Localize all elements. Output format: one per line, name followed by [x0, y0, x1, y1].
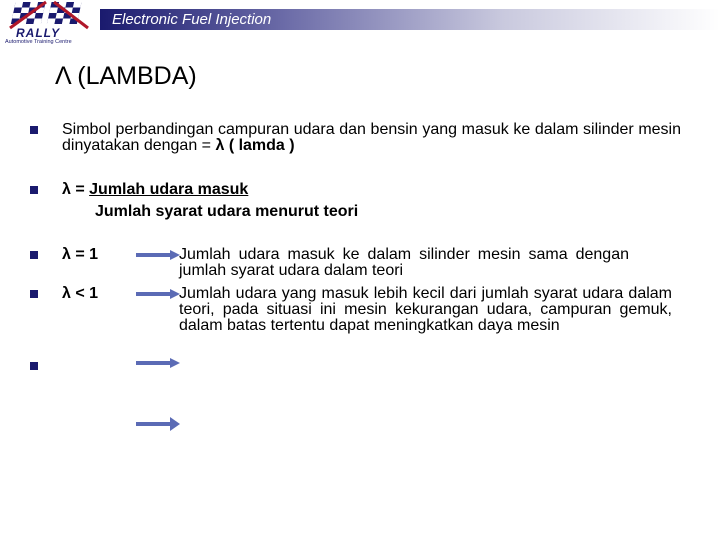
bullet1-body: Simbol perbandingan campuran udara dan bensin yang masuk ke dalam silinder mesin dinyatakan dengan =: [62, 121, 681, 154]
bullet-square-icon: [30, 290, 38, 298]
bullet-square-icon: [30, 126, 38, 134]
bullet-square-icon: [30, 251, 38, 259]
bullet1-emphasis: λ ( lamda ): [215, 137, 295, 154]
logo-subtext: Automotive Training Centre: [5, 39, 72, 45]
lambda-less-label: λ < 1: [62, 285, 99, 302]
formula-denominator: Jumlah syarat udara menurut teori: [95, 203, 359, 220]
lambda-equal-description: Jumlah udara masuk ke dalam silinder mesin sama dengan jumlah syarat udara dalam teori: [179, 246, 629, 279]
header-title: Electronic Fuel Injection: [112, 11, 272, 28]
right-arrow-icon: [136, 289, 180, 299]
right-arrow-icon: [136, 417, 180, 431]
slide-title: Λ (LAMBDA): [55, 62, 197, 90]
formula-prefix: λ =: [62, 181, 90, 198]
right-arrow-icon: [136, 250, 180, 260]
logo-text: RALLY: [16, 26, 61, 40]
lambda-less-description: Jumlah udara yang masuk lebih kecil dari jumlah syarat udara dalam teori, pada situasi ini mesin kekurangan udara, campuran gemuk, dalam batas tertentu dapat meningkatkan daya mesin: [179, 285, 672, 334]
right-arrow-icon: [136, 358, 180, 368]
lambda-equal-label: λ = 1: [62, 246, 99, 263]
formula-numerator: Jumlah udara masuk: [89, 181, 249, 198]
lambda-formula: [62, 182, 248, 198]
logo: [2, 0, 100, 48]
bullet-square-icon: [30, 362, 38, 370]
bullet-square-icon: [30, 186, 38, 194]
bullet1-text: [62, 122, 681, 154]
